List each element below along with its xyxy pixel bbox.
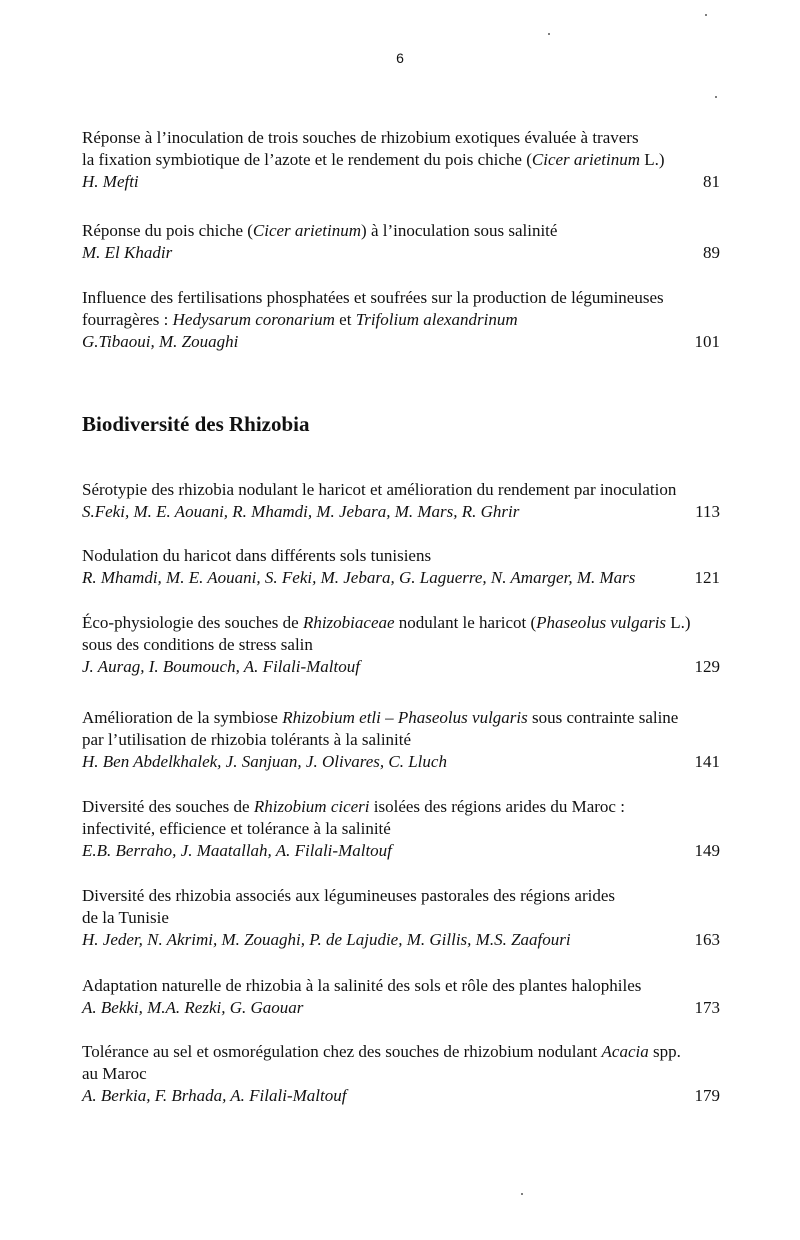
title-text: Réponse à l’inoculation de trois souches de rhizobium exotiques évaluée à travers (82, 128, 639, 147)
entry-authors-row (82, 567, 722, 589)
species-name: Rhizobium ciceri (253, 797, 370, 816)
entry-authors: J. Aurag, I. Boumouch, A. Filali-Maltouf (82, 657, 360, 676)
title-text: L.) (640, 150, 665, 169)
toc-entry (82, 612, 722, 678)
scan-speck (548, 33, 550, 35)
entry-authors-row (82, 242, 722, 264)
title-text: Réponse du pois chiche ( (82, 221, 253, 240)
entry-title-line (82, 309, 722, 331)
entry-title-line (82, 796, 722, 818)
entry-title-line (82, 1063, 722, 1085)
entry-authors-row (82, 751, 722, 773)
species-name: Acacia (601, 1042, 649, 1061)
toc-entry (82, 287, 722, 353)
entry-title-line (82, 127, 722, 149)
entry-title-line (82, 707, 722, 729)
toc-entry (82, 707, 722, 773)
title-text: la fixation symbiotique de l’azote et le rendement du pois chiche ( (82, 150, 532, 169)
entry-title-line (82, 975, 722, 997)
entry-authors: M. El Khadir (82, 243, 173, 262)
entry-authors-row (82, 501, 722, 523)
entry-authors: A. Berkia, F. Brhada, A. Filali-Maltouf (82, 1086, 347, 1105)
title-text: fourragères : (82, 310, 173, 329)
entry-page-number: 141 (694, 752, 720, 771)
entry-title-line (82, 729, 722, 751)
title-text: Sérotypie des rhizobia nodulant le haricot et amélioration du rendement par inoculation (82, 480, 677, 499)
title-text: Adaptation naturelle de rhizobia à la salinité des sols et rôle des plantes halophiles (82, 976, 642, 995)
page-number: 6 (396, 50, 404, 66)
entry-page-number: 101 (694, 332, 720, 351)
entry-title-line (82, 149, 722, 171)
entry-page-number: 121 (694, 568, 720, 587)
title-text: nodulant le haricot ( (394, 613, 537, 632)
title-text: isolées des régions arides du Maroc : (369, 797, 625, 816)
title-text: de la Tunisie (82, 908, 169, 927)
toc-entry (82, 479, 722, 523)
toc-entry (82, 796, 722, 862)
toc-entry (82, 1041, 722, 1107)
entry-authors: S.Feki, M. E. Aouani, R. Mhamdi, M. Jebara, M. Mars, R. Ghrir (82, 502, 520, 521)
entry-authors-row (82, 171, 722, 193)
entry-authors-row (82, 840, 722, 862)
toc-entry (82, 885, 722, 951)
title-text: Influence des fertilisations phosphatées et soufrées sur la production de légumineuses (82, 288, 664, 307)
entry-authors-row (82, 929, 722, 951)
entry-title-line (82, 612, 722, 634)
entry-title-line (82, 885, 722, 907)
title-text: Éco-physiologie des souches de (82, 613, 303, 632)
entry-authors: A. Bekki, M.A. Rezki, G. Gaouar (82, 998, 304, 1017)
title-text: Tolérance au sel et osmorégulation chez des souches de rhizobium nodulant (82, 1042, 602, 1061)
entry-authors-row (82, 1085, 722, 1107)
title-text: par l’utilisation de rhizobia tolérants à la salinité (82, 730, 412, 749)
species-name: Cicer arietinum (252, 221, 362, 240)
species-name: Phaseolus vulgaris (397, 708, 528, 727)
species-name: Cicer arietinum (531, 150, 641, 169)
entry-page-number: 173 (694, 998, 720, 1017)
species-name: Rhizobiaceae (302, 613, 395, 632)
entry-page-number: 163 (694, 930, 720, 949)
entry-page-number: 89 (703, 243, 720, 262)
entry-authors-row (82, 656, 722, 678)
entry-authors: E.B. Berraho, J. Maatallah, A. Filali-Maltouf (82, 841, 392, 860)
title-text: au Maroc (82, 1064, 147, 1083)
title-text: Diversité des rhizobia associés aux légumineuses pastorales des régions arides (82, 886, 615, 905)
entry-authors: G.Tibaoui, M. Zouaghi (82, 332, 239, 351)
toc-entry (82, 545, 722, 589)
entry-title-line (82, 287, 722, 309)
entry-title-line (82, 1041, 722, 1063)
entry-page-number: 113 (695, 502, 720, 521)
title-text: – (380, 708, 398, 727)
toc-entry (82, 127, 722, 193)
scan-speck (521, 1193, 523, 1195)
entry-authors: H. Jeder, N. Akrimi, M. Zouaghi, P. de Lajudie, M. Gillis, M.S. Zaafouri (82, 930, 571, 949)
entry-title-line (82, 818, 722, 840)
title-text: Diversité des souches de (82, 797, 254, 816)
entry-page-number: 129 (694, 657, 720, 676)
entry-authors: H. Ben Abdelkhalek, J. Sanjuan, J. Olivares, C. Lluch (82, 752, 447, 771)
toc-entry (82, 220, 722, 264)
entry-title-line (82, 479, 722, 501)
title-text: sous contrainte saline (527, 708, 679, 727)
title-text: ) à l’inoculation sous salinité (361, 221, 558, 240)
entry-authors: H. Mefti (82, 172, 139, 191)
toc-entry (82, 975, 722, 1019)
scan-speck (705, 14, 707, 16)
entry-page-number: 81 (703, 172, 720, 191)
species-name: Trifolium alexandrinum (355, 310, 518, 329)
entry-authors-row (82, 997, 722, 1019)
species-name: Phaseolus vulgaris (536, 613, 667, 632)
scan-speck (715, 96, 717, 98)
entry-page-number: 149 (694, 841, 720, 860)
entry-authors-row (82, 331, 722, 353)
title-text: et (334, 310, 356, 329)
title-text: Amélioration de la symbiose (82, 708, 283, 727)
title-text: L.) (666, 613, 691, 632)
species-name: Rhizobium etli (282, 708, 381, 727)
title-text: Nodulation du haricot dans différents sols tunisiens (82, 546, 432, 565)
entry-title-line (82, 907, 722, 929)
entry-title-line (82, 634, 722, 656)
entry-authors: R. Mhamdi, M. E. Aouani, S. Feki, M. Jebara, G. Laguerre, N. Amarger, M. Mars (82, 568, 636, 587)
species-name: Hedysarum coronarium (172, 310, 335, 329)
title-text: infectivité, efficience et tolérance à la salinité (82, 819, 391, 838)
entry-title-line (82, 545, 722, 567)
section-heading: Biodiversité des Rhizobia (82, 412, 310, 436)
title-text: spp. (648, 1042, 681, 1061)
entry-page-number: 179 (694, 1086, 720, 1105)
title-text: sous des conditions de stress salin (82, 635, 313, 654)
entry-title-line (82, 220, 722, 242)
